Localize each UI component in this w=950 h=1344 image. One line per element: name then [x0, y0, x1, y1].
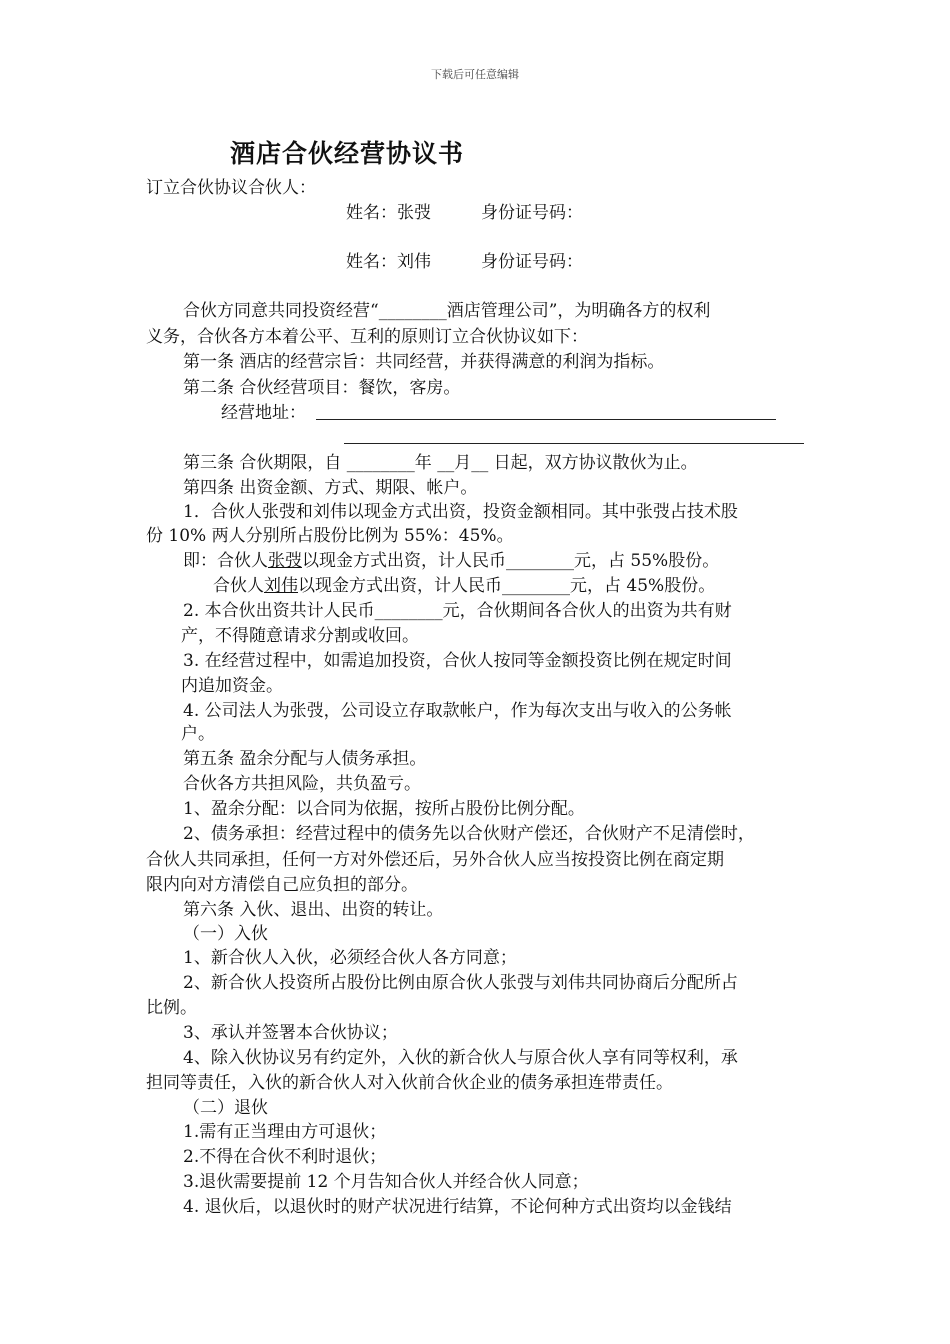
withdrawal-item-2: 2.不得在合伙不利时退伙；: [183, 1147, 387, 1167]
section-withdrawal: （二）退伙: [183, 1098, 268, 1118]
article-5-item-2-line-2: 合伙人共同承担，任何一方对外偿还后，另外合伙人应当按投资比例在商定期: [146, 850, 724, 870]
article-5: 第五条 盈余分配与人债务承担。: [183, 749, 427, 769]
article-4-item-1-line-1: 1．合伙人张弢和刘伟以现金方式出资，投资金额相同。其中张弢占技术股: [183, 502, 738, 522]
partner-2-id: 身份证号码：: [481, 252, 583, 272]
withdrawal-item-1: 1.需有正当理由方可退伙；: [183, 1122, 387, 1142]
article-4-item-2-line-2: 产，不得随意请求分割或收回。: [181, 626, 419, 646]
article-4-item-3-line-1: 3. 在经营过程中，如需追加投资，合伙人按同等金额投资比例在规定时间: [183, 651, 732, 671]
partner-2-name: 姓名：刘伟: [346, 252, 431, 272]
article-4-item-3-line-2: 内追加资金。: [181, 676, 283, 696]
article-5-item-2-line-1: 2、债务承担：经营过程中的债务先以合伙财产偿还，合伙财产不足清偿时，: [183, 824, 755, 844]
article-5-item-1: 1、盈余分配：以合同为依据，按所占股份比例分配。: [183, 799, 585, 819]
partner-name-liu: 刘伟: [264, 576, 298, 596]
article-4-item-4-line-2: 户。: [181, 724, 215, 744]
address-rule-2: [344, 443, 804, 444]
article-4-contribution-liu: 合伙人刘伟以现金方式出资，计人民币________元，占 45%股份。: [213, 576, 716, 596]
article-4-item-2-line-1: 2. 本合伙出资共计人民币________元，合伙期间各合伙人的出资为共有财: [183, 601, 732, 621]
article-2: 第二条 合伙经营项目：餐饮，客房。: [183, 378, 461, 398]
document-title: 酒店合伙经营协议书: [230, 139, 465, 168]
partner-1-id: 身份证号码：: [481, 203, 583, 223]
withdrawal-item-4: 4. 退伙后，以退伙时的财产状况进行结算，不论何种方式出资均以金钱结: [183, 1197, 732, 1217]
admission-item-3: 3、承认并签署本合伙协议；: [183, 1023, 398, 1043]
preamble-line-2: 义务，合伙各方本着公平、互利的原则订立合伙协议如下：: [146, 327, 588, 347]
preamble-line-1: 合伙方同意共同投资经营“________酒店管理公司”，为明确各方的权利: [183, 301, 711, 321]
admission-item-4-line-1: 4、除入伙协议另有约定外，入伙的新合伙人与原合伙人享有同等权利，承: [183, 1048, 738, 1068]
header-note: 下载后可任意编辑: [431, 68, 519, 81]
admission-item-2-line-1: 2、新合伙人投资所占股份比例由原合伙人张弢与刘伟共同协商后分配所占: [183, 973, 738, 993]
partner-1-name: 姓名：张弢: [346, 203, 431, 223]
admission-item-4-line-2: 担同等责任，入伙的新合伙人对入伙前合伙企业的债务承担连带责任。: [146, 1073, 673, 1093]
withdrawal-item-3: 3.退伙需要提前 12 个月告知合伙人并经合伙人同意；: [183, 1172, 589, 1192]
article-5-item-2-line-3: 限内向对方清偿自己应负担的部分。: [146, 875, 418, 895]
article-4-item-4-line-1: 4. 公司法人为张弢，公司设立存取款帐户，作为每次支出与收入的公务帐: [183, 701, 732, 721]
article-1: 第一条 酒店的经营宗旨：共同经营，并获得满意的利润为指标。: [183, 352, 665, 372]
intro-label: 订立合伙协议合伙人：: [146, 178, 316, 198]
address-rule-1: [316, 419, 776, 420]
article-4-item-1-line-2: 份 10% 两人分别所占股份比例为 55%：45%。: [146, 526, 514, 546]
admission-item-2-line-2: 比例。: [146, 998, 197, 1018]
article-5-intro: 合伙各方共担风险，共负盈亏。: [183, 774, 421, 794]
partner-name-zhang: 张弢: [268, 551, 302, 571]
article-3: 第三条 合伙期限，自 ________年 __月__ 日起，双方协议散伙为止。: [183, 453, 698, 473]
address-label: 经营地址：: [221, 403, 306, 423]
article-4-contribution-zhang: 即：合伙人张弢以现金方式出资，计人民币________元，占 55%股份。: [183, 551, 720, 571]
article-4: 第四条 出资金额、方式、期限、帐户。: [183, 478, 478, 498]
section-admission: （一）入伙: [183, 924, 268, 944]
admission-item-1: 1、新合伙人入伙，必须经合伙人各方同意；: [183, 948, 517, 968]
article-6: 第六条 入伙、退出、出资的转让。: [183, 900, 444, 920]
